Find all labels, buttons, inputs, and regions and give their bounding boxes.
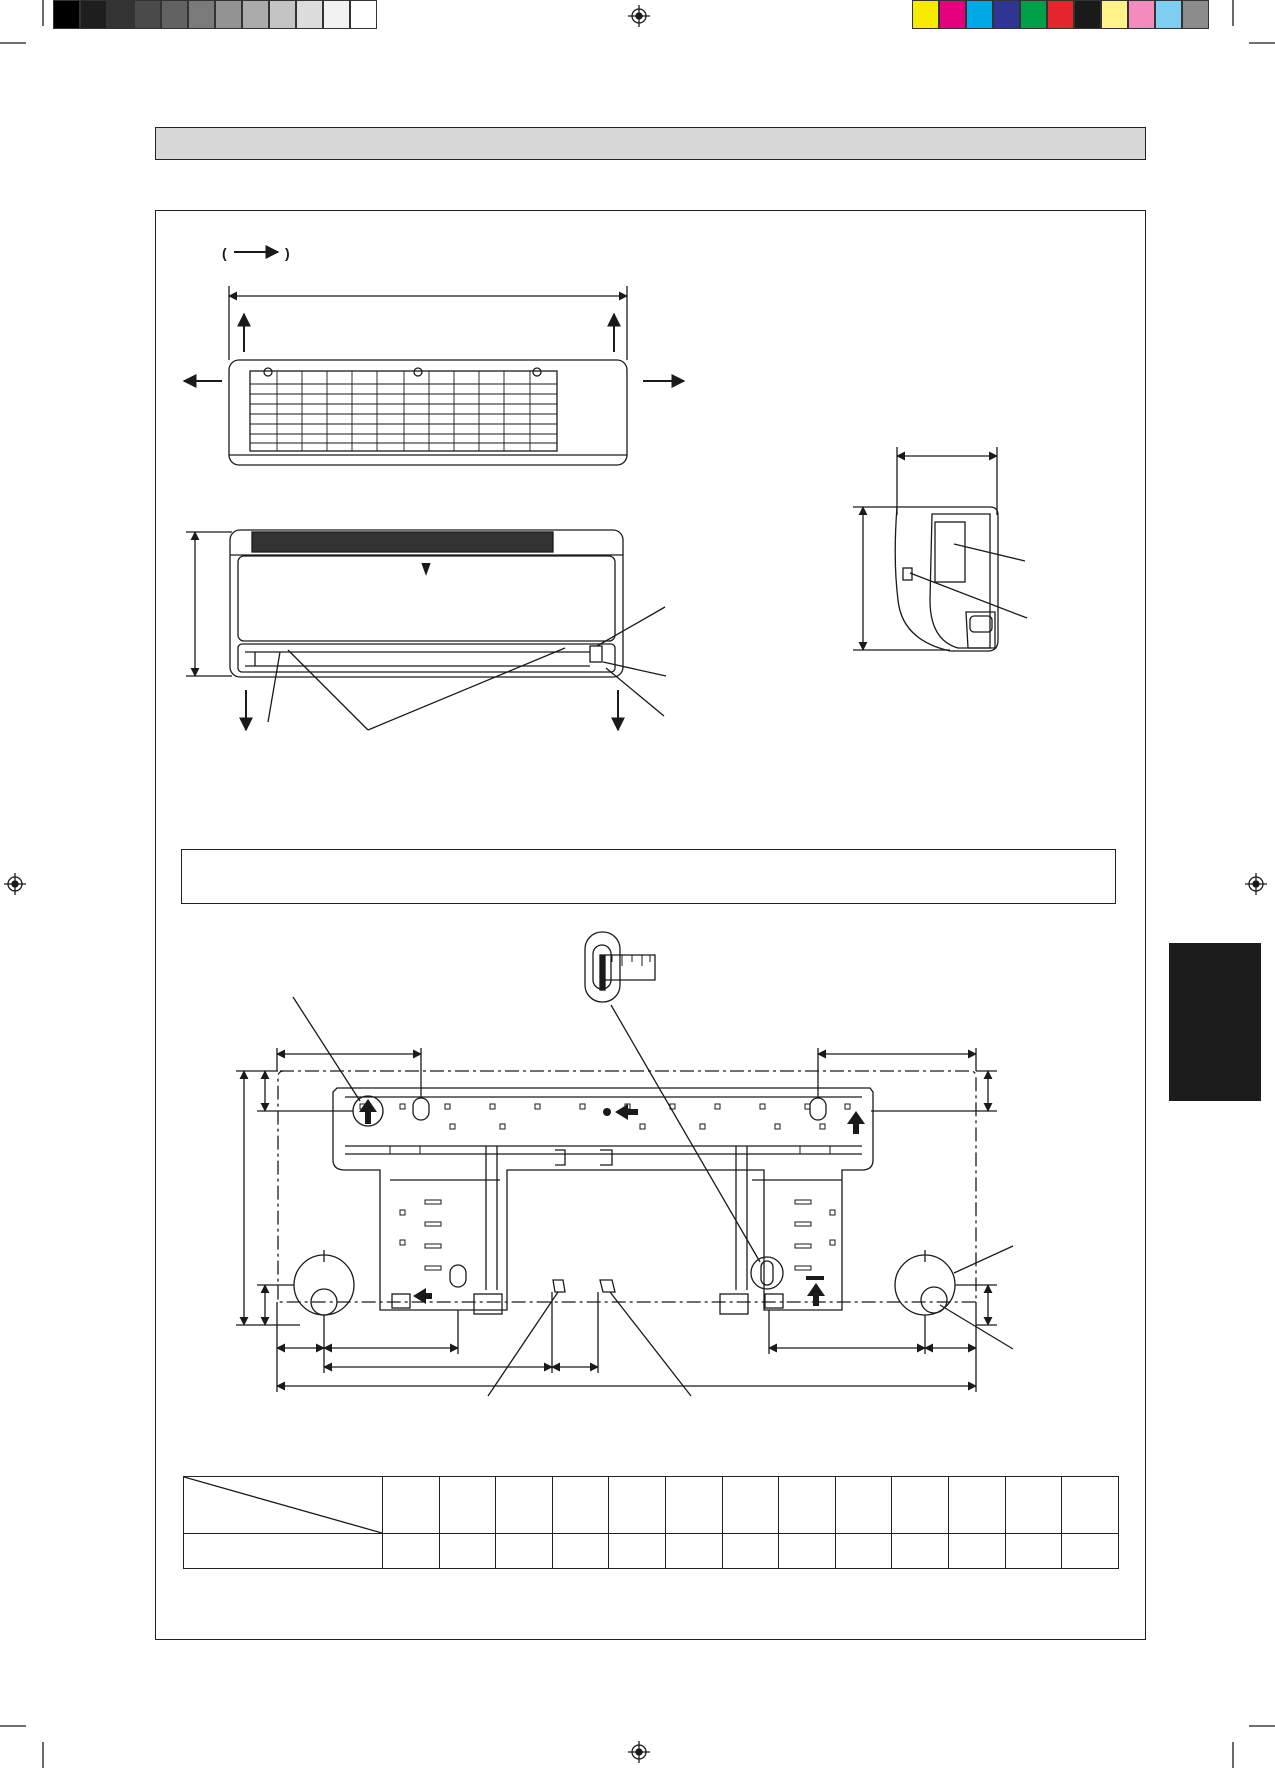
table-header-cell [722,1477,779,1534]
svg-text:(: ( [222,245,227,261]
table-header-cell [892,1477,949,1534]
registration-mark-bottom [628,1741,650,1763]
table-header-row [184,1477,1119,1534]
table-header-cell [1062,1477,1119,1534]
table-header-cell [835,1477,892,1534]
table-cell [1062,1534,1119,1569]
table-cell [552,1534,609,1569]
table-cell [949,1534,1006,1569]
registration-mark-left [4,873,26,895]
svg-text:): ) [285,245,290,261]
table-cell [779,1534,836,1569]
table-header-cell [779,1477,836,1534]
table-cell [609,1534,666,1569]
table-header-cell [949,1477,1006,1534]
installation-plate-diagram [236,932,1013,1396]
table-header-cell [383,1477,440,1534]
registration-mark-top [628,5,650,27]
dimension-table [183,1476,1119,1569]
table-cell [383,1534,440,1569]
table-row-label-cell [184,1534,383,1569]
indoor-unit-front-view [186,530,666,730]
indoor-unit-top-view [184,286,684,465]
table-header-cell [439,1477,496,1534]
table-header-cell [496,1477,553,1534]
table-cell [1005,1534,1062,1569]
table-header-cell [1005,1477,1062,1534]
table-cell [722,1534,779,1569]
table-cell [892,1534,949,1569]
table-header-cell [552,1477,609,1534]
table-corner-cell [184,1477,383,1534]
indoor-unit-side-view [853,447,1027,651]
corner-diagonal [184,1477,382,1533]
table-cell [439,1534,496,1569]
table-cell [496,1534,553,1569]
legend-arrow [222,245,290,261]
registration-mark-right [1245,873,1267,895]
table-header-cell [666,1477,723,1534]
table-cell [666,1534,723,1569]
table-cell [835,1534,892,1569]
table-header-cell [609,1477,666,1534]
table-row [184,1534,1119,1569]
